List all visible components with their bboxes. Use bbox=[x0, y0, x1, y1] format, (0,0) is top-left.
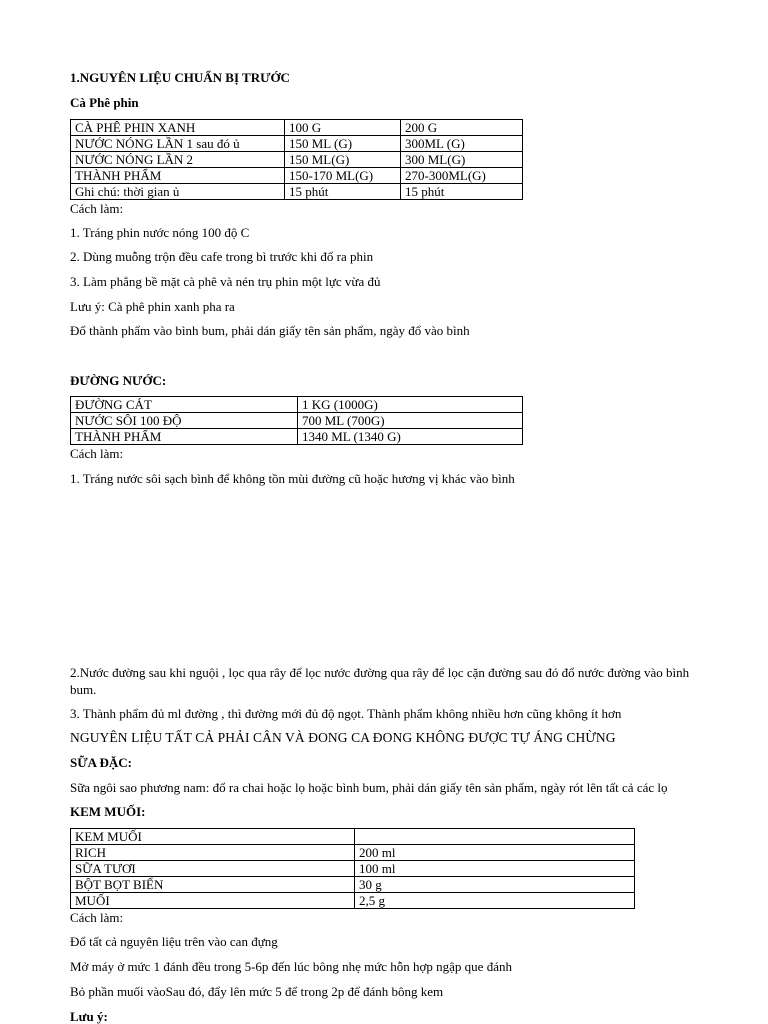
cream-table bbox=[70, 828, 635, 909]
table-cell: 270-300ML(G) bbox=[401, 168, 523, 184]
table-cell: THÀNH PHẨM bbox=[71, 429, 298, 445]
table-cell: THÀNH PHẨM bbox=[71, 168, 285, 184]
cream-step-3: Bỏ phần muối vàoSau đó, đẩy lên mức 5 để trong 2p để đánh bông kem bbox=[70, 984, 444, 999]
cafe-method-label: Cách làm: bbox=[70, 201, 124, 216]
table-cell: 15 phút bbox=[285, 184, 401, 200]
table-row bbox=[71, 152, 523, 168]
syrup-step-1: 1. Tráng nước sôi sạch bình để không tồn mùi đường cũ hoặc hương vị khác vào bình bbox=[70, 471, 515, 486]
table-cell: 200 ml bbox=[355, 845, 635, 861]
table-row bbox=[71, 861, 635, 877]
cream-step-2: Mở máy ở mức 1 đánh đều trong 5-6p đến lúc bông nhẹ mức hỗn hợp ngập que đánh bbox=[70, 959, 512, 974]
table-cell: SỮA TƯƠI bbox=[71, 861, 355, 877]
cafe-step-3: 3. Làm phẳng bề mặt cà phê và nén trụ phin một lực vừa đủ bbox=[70, 274, 381, 289]
table-cell: NƯỚC NÓNG LẦN 2 bbox=[71, 152, 285, 168]
cafe-note: Lưu ý: Cà phê phin xanh pha ra bbox=[70, 299, 235, 314]
table-cell: 300 ML(G) bbox=[401, 152, 523, 168]
cafe-step-1: 1. Tráng phin nước nóng 100 độ C bbox=[70, 225, 250, 240]
cafe-step-2: 2. Dùng muỗng trộn đều cafe trong bì trước khi đổ ra phin bbox=[70, 249, 374, 264]
table-cell: 150 ML (G) bbox=[285, 136, 401, 152]
cafe-pour: Đổ thành phẩm vào bình bum, phải dán giấy tên sản phẩm, ngày đổ vào bình bbox=[70, 323, 470, 338]
cream-section-title: KEM MUỐI: bbox=[70, 804, 146, 819]
table-cell: Ghi chú: thời gian ủ bbox=[71, 184, 285, 200]
milk-section-title: SỮA ĐẶC: bbox=[70, 755, 132, 770]
table-cell: 150 ML(G) bbox=[285, 152, 401, 168]
table-cell: KEM MUỐI bbox=[71, 829, 355, 845]
table-cell: 15 phút bbox=[401, 184, 523, 200]
table-cell: BỘT BỌT BIỂN bbox=[71, 877, 355, 893]
table-cell: 1 KG (1000G) bbox=[298, 397, 523, 413]
table-cell: 100 G bbox=[285, 120, 401, 136]
table-cell: 100 ml bbox=[355, 861, 635, 877]
table-cell: CÀ PHÊ PHIN XANH bbox=[71, 120, 285, 136]
cream-method-label: Cách làm: bbox=[70, 910, 124, 925]
syrup-step-2: 2.Nước đường sau khi nguội , lọc qua rây để lọc nước đường qua rây để lọc cặn đường sau đó đổ nước đường vào bình bum. bbox=[70, 665, 690, 697]
table-cell: 700 ML (700G) bbox=[298, 413, 523, 429]
cafe-section-title: Cà Phê phin bbox=[70, 95, 139, 110]
table-row bbox=[71, 429, 523, 445]
table-cell: ĐƯỜNG CÁT bbox=[71, 397, 298, 413]
table-cell: MUỐI bbox=[71, 893, 355, 909]
table-cell: NƯỚC SÔI 100 ĐỘ bbox=[71, 413, 298, 429]
table-row bbox=[71, 413, 523, 429]
table-cell: 300ML (G) bbox=[401, 136, 523, 152]
cream-step-1: Đổ tất cả nguyên liệu trên vào can đựng bbox=[70, 934, 278, 949]
syrup-warning: NGUYÊN LIỆU TẤT CẢ PHẢI CÂN VÀ ĐONG CA ĐONG KHÔNG ĐƯỢC TỰ ÁNG CHỪNG bbox=[70, 730, 616, 745]
table-row bbox=[71, 877, 635, 893]
table-cell: 150-170 ML(G) bbox=[285, 168, 401, 184]
table-cell: 30 g bbox=[355, 877, 635, 893]
table-row bbox=[71, 120, 523, 136]
table-row bbox=[71, 829, 635, 845]
table-cell: 2,5 g bbox=[355, 893, 635, 909]
cafe-table bbox=[70, 119, 523, 200]
table-cell bbox=[355, 829, 635, 845]
table-row bbox=[71, 136, 523, 152]
table-row bbox=[71, 893, 635, 909]
milk-text: Sữa ngôi sao phương nam: đổ ra chai hoặc lọ hoặc bình bum, phải dán giấy tên sản phẩm, ngày rót lên tất cả các lọ bbox=[70, 780, 668, 795]
syrup-method-label: Cách làm: bbox=[70, 446, 124, 461]
table-row bbox=[71, 168, 523, 184]
table-row bbox=[71, 845, 635, 861]
syrup-step-3: 3. Thành phẩm đủ ml đường , thì đường mới đủ độ ngọt. Thành phẩm không nhiều hơn cũng không ít hơn bbox=[70, 706, 622, 721]
table-row bbox=[71, 184, 523, 200]
page-heading: 1.NGUYÊN LIỆU CHUẨN BỊ TRƯỚC bbox=[70, 70, 290, 85]
table-cell: 200 G bbox=[401, 120, 523, 136]
cream-note-label: Lưu ý: bbox=[70, 1009, 108, 1024]
syrup-section-title: ĐƯỜNG NƯỚC: bbox=[70, 373, 167, 388]
table-row bbox=[71, 397, 523, 413]
table-cell: RICH bbox=[71, 845, 355, 861]
table-cell: NƯỚC NÓNG LẦN 1 sau đó ủ bbox=[71, 136, 285, 152]
table-cell: 1340 ML (1340 G) bbox=[298, 429, 523, 445]
syrup-table bbox=[70, 396, 523, 445]
